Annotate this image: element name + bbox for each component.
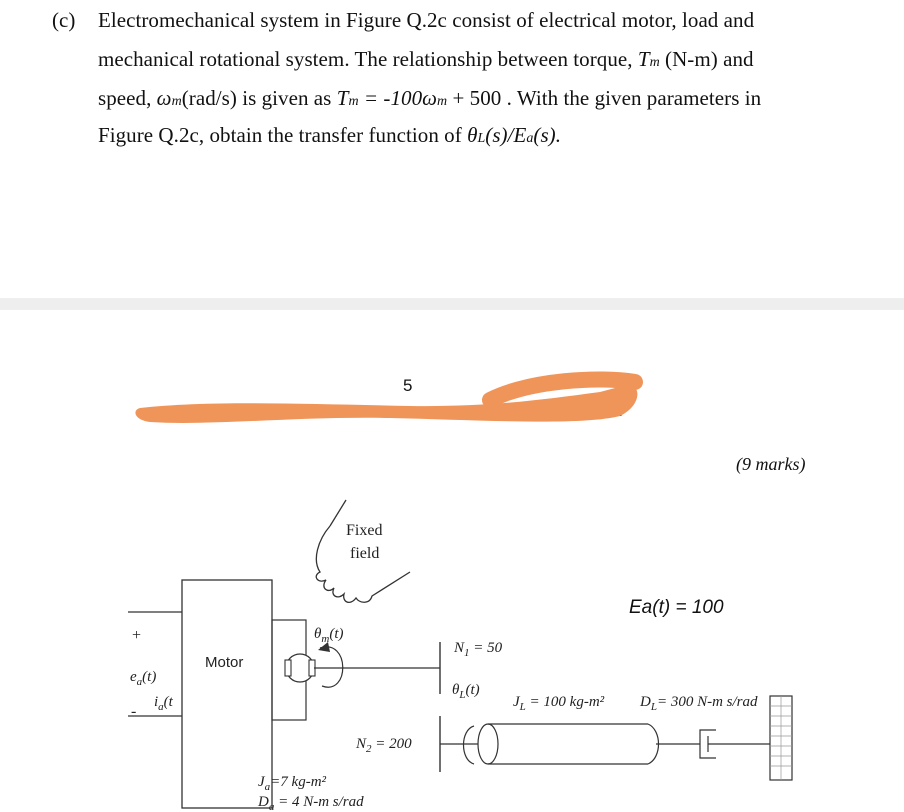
fixed-field-label-2: field [350,545,380,562]
section-divider [0,298,904,310]
question-line-2: mechanical rotational system. The relationship between torque, Tm (N-m) and [98,47,754,71]
n1-label: $N_1 = 50$ [454,640,503,659]
ja-label: $J_a=7$ kg-m² [258,774,327,793]
question-text-block [0,0,904,300]
minus-sign: - [131,703,137,720]
page-number: 5 [403,376,413,395]
theta-l-arrow [464,726,475,764]
question-line-4: Figure Q.2c, obtain the transfer function of θL(s)/Ea(s). [98,123,562,147]
fixed-field-label-1: Fixed [346,522,383,539]
da-label: $D_a = 4$ N-m s/rad [258,794,364,812]
ea-handwritten-value: Ea(t) = 100 [629,597,724,618]
dl-label: $D_L= 300$ N-m s/rad [640,694,758,713]
plus-sign: + [132,627,142,644]
question-label: (c) [52,8,76,32]
redaction-mark [135,384,637,423]
redaction-scribble [130,370,650,440]
n2-label: $N_2 = 200$ [356,736,412,755]
brush-left [285,660,291,676]
jl-label: $J_L = 100$ kg-m² [513,694,605,713]
question-line-3: speed, ωm(rad/s) is given as Tm = -100ωm + 500 . With the given parameters in [98,86,762,110]
figure-q2c [0,480,904,812]
theta-l-label: $\theta_L(t)$ [452,682,480,701]
question-line-1: Electromechanical system in Figure Q.2c consist of electrical motor, load and [98,8,755,32]
motor-label: Motor [205,654,244,671]
ea-label: $e_a(t)$ [130,669,157,688]
ia-label: $i_a(t$ [154,694,173,713]
marks-label: (9 marks) [736,454,806,474]
theta-m-arrow [320,647,343,687]
cylinder-left-face [478,724,498,764]
field-lead [330,500,346,526]
theta-m-label: $\theta_m(t)$ [314,626,344,645]
